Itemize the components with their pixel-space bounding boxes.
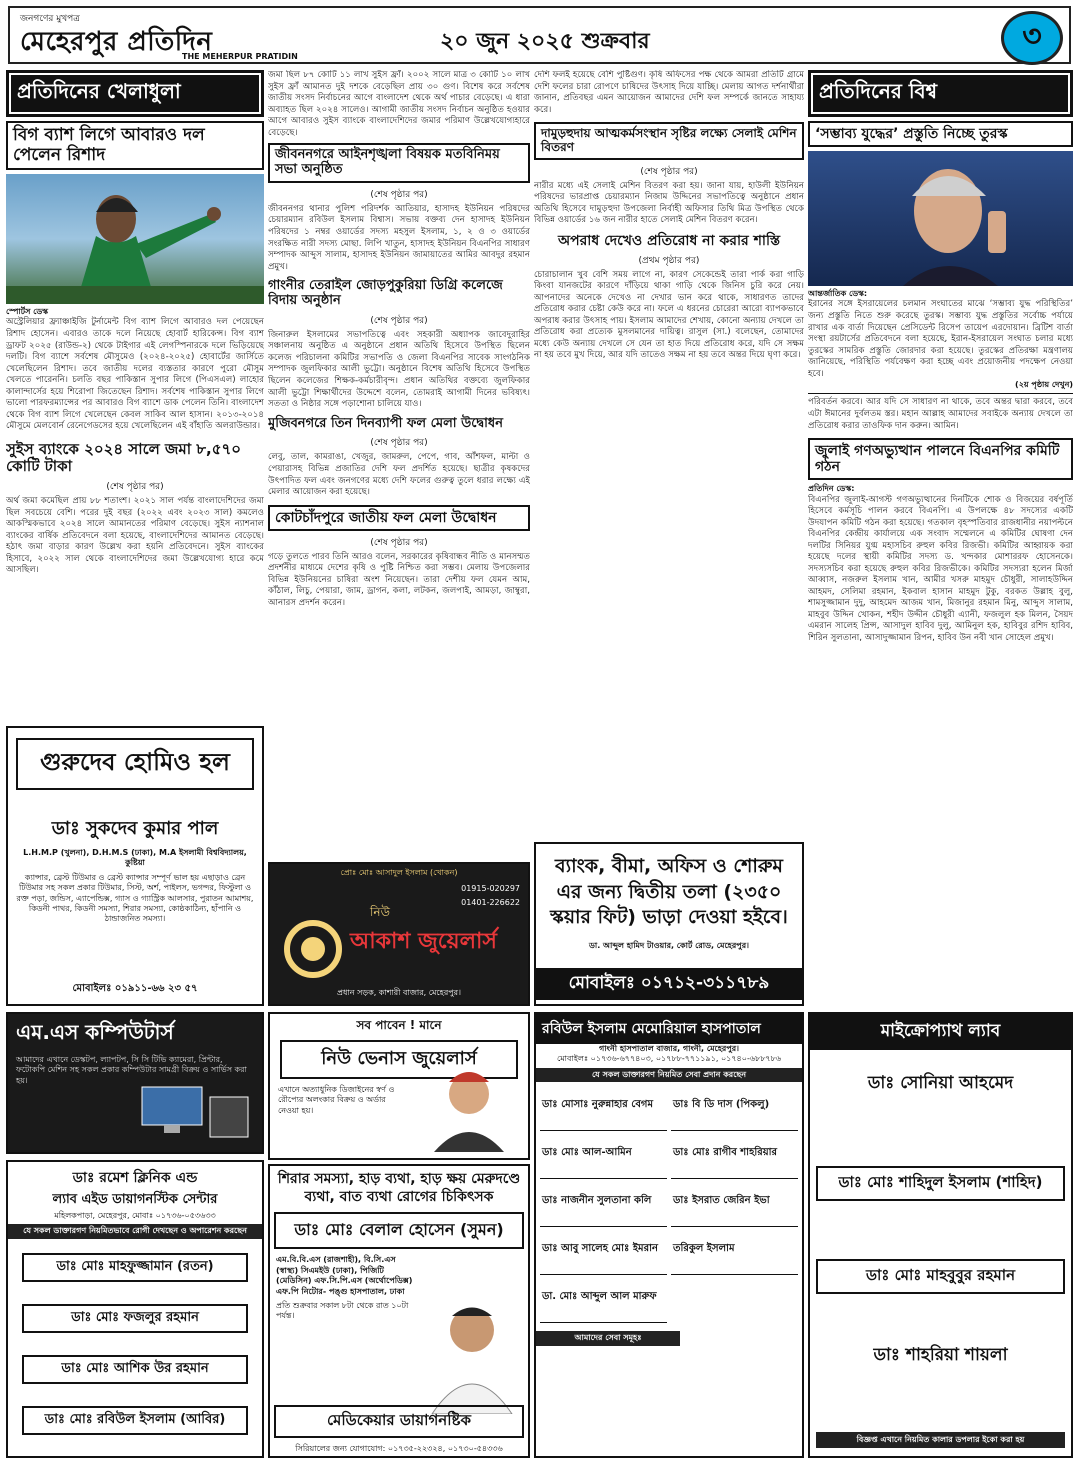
belal-doctor-ad <box>268 1164 530 1458</box>
sports-section-title: প্রতিদিনের খেলাধুলা <box>6 70 264 117</box>
hospital-note: যে সকল ডাক্তারগণ নিয়মিত সেবা প্রদান করছেন <box>536 1068 802 1082</box>
computer-title: এম.এস কম্পিউটার্স <box>16 1020 174 1044</box>
col3-b2-sub: (প্রথম পৃষ্ঠার পর) <box>638 255 700 266</box>
belal-name: ডাঃ মোঃ বেলাল হোসেন (সুমন) <box>274 1212 524 1249</box>
article3-sub: (শেষ পৃষ্ঠার পর) <box>370 315 428 326</box>
ramesh-note: যে সকল ডাক্তারগণ নিয়মিতভাবে রোগী দেখছেন ও অপারেশন করছেন <box>8 1224 262 1238</box>
belal-footer: সিরিয়ালের জন্য যোগাযোগ: ০১৭৩৫-২২৩২৪, ০১৭৩০-৫৪৩৩৬ <box>295 1443 503 1453</box>
rent-text: ব্যাংক, বীমা, অফিস ও শোরুম এর জন্য দ্বিতীয় তলা (২৩৫০ স্কয়ার ফিট) ভাড়া দেওয়া হইবে। <box>550 855 788 929</box>
col3-b1-sub: (শেষ পৃষ্ঠার পর) <box>640 166 698 177</box>
world-b-body: পরিবর্তন করবে। আর যদি সে সাধারণ না থাকে, তবে অন্তর দ্বারা করবে, তবে এটা ঈমানের দুর্বলতম স্তর। মহান আল্লাহ আমাদের সবাইকে অন্যায় দেখলে তা প্রতিরোধ করার তাওফিক দান করুন। আমিন। <box>808 397 1073 431</box>
leader-illustration-icon <box>808 151 1073 286</box>
ramesh-d3: ডাঃ মোঃ আশিক উর রহমান <box>22 1355 248 1384</box>
micropath-ad <box>808 1012 1073 1458</box>
hospital-services: আমাদের সেবা সমূহঃ <box>536 1331 680 1345</box>
sports-column <box>6 70 264 720</box>
article5-sub: (শেষ পৃষ্ঠার পর) <box>370 537 428 548</box>
doctor-photo-icon <box>422 1294 522 1414</box>
world-column <box>808 70 1073 840</box>
guru-phone: মোবাইলঃ ০১৯১১-৬৬ ২৩ ৫৭ <box>72 983 198 994</box>
computer-icon <box>132 1082 252 1142</box>
article3-headline: গাংনীর তেরাইল জোড়পুকুরিয়া ডিগ্রি কলেজে বিদায় অনুষ্ঠান <box>268 278 503 308</box>
hospital-doctor: ডাঃ মোসাঃ নুরুন্নাহার বেগম <box>540 1087 667 1131</box>
belal-top: শিরার সমস্যা, হাড় ব্যথা, হাড় ক্ষয় মেরুদণ্ডে ব্যথা, বাত ব্যথা রোগের চিকিৎসক <box>277 1171 521 1206</box>
world-c-headline: জুলাই গণঅভ্যুত্থান পালনে বিএনপির কমিটি গঠন <box>808 438 1073 480</box>
article4-sub: (শেষ পৃষ্ঠার পর) <box>370 438 428 449</box>
masthead <box>8 6 1071 64</box>
guru-doctor: ডাঃ সুকদেব কুমার পাল <box>51 818 219 839</box>
world-continued: (২য় পৃষ্ঠায় দেখুন) <box>1015 380 1073 390</box>
col3-top-body: দেশি ফলই হয়েছে বেশি পুষ্টিগুণ। কৃষি অফিসের পক্ষ থেকে আমরা প্রতিটি গ্রামে দেশি ফলের চারা রোপণে চাষিদের উৎসাহ দিয়ে যাচ্ছি। মেলায় আগত দর্শনার্থীরা জানান, প্রতিবছর এমন আয়োজন আমাদের দেশি ফল সম্পর্কে জানতে সাহায্য করে। <box>534 70 804 115</box>
hospital-doctor: ডাঃ বি ডি দাস (পিকলু) <box>671 1087 798 1131</box>
rent-ad <box>534 842 804 1006</box>
ramesh-title2: ল্যাব এইড ডায়াগনস্টিক সেন্টার <box>52 1192 218 1207</box>
article2-sub: (শেষ পৃষ্ঠার পর) <box>370 189 428 200</box>
guru-degree: L.H.M.P (খুলনা), D.H.M.S (ঢাকা), M.A ইসলামী বিশ্ববিদ্যালয়, কুষ্টিয়া <box>23 848 247 868</box>
jewel-phone1: 01915-020297 <box>461 884 520 893</box>
guru-homeo-ad <box>6 726 264 1006</box>
col3-b2-body: চোরাচালান খুব বেশি সময় লাগে না, কারণ সেকেন্ডেই তারা পার্ক করা গাড়ি কিংবা যানজটের কারণে দাঁড়িয়ে থাকা গাড়ি থেকে জিনিস চুরি করে নেয়। আপনাদের অনেকে দেখেও না দেখার ভান করে থাকে, সাধারণত তাদের প্রতিরোধ করার চেষ্টা কেউ করে না। ফলে এ ধরনের চোরেরা আরো ব্যাপকভাবে অপরাধ করার উৎসাহ পায়। ইসলাম আমাদের শেখায়, কোনো অন্যায় দেখলে তা প্রতিরোধ করা প্রত্যেক মুসলমানের দায়িত্ব। রাসুল (সা.) বলেছেন, তোমাদের মধ্যে কেউ অন্যায় দেখলে সে যেন তা হাত দিয়ে প্রতিরোধ করে, যদি সে সক্ষম না হয় তবে মুখ দিয়ে, আর যদি তাতেও সক্ষম না হয় তবে অন্তর দিয়ে ঘৃণা করে। <box>534 269 804 361</box>
page-number-badge: ৩ <box>1001 11 1063 65</box>
sports-body: অস্ট্রেলিয়ার ফ্র্যাঞ্চাইজি টুর্নামেন্ট বিগ ব্যাশ লিগে আবারও দল পেয়েছেন রিশাদ হোসেন। এবারও তাকে দলে নিয়েছে হোবার্ট হারিকেন্স। বিগ ব্যাশ ড্রাফট ২০২৫ (রাউন্ড-২) থেকে টাইগার এই লেগস্পিনারকে দলে ভিড়িয়েছে দলটি। বিগ ব্যাশে সর্বশেষ মৌসুমেও (২০২৪-২০২৫) হোবার্টের জার্সিতে খেলেছিলেন রিশাদ। তবে জাতীয় দলের ব্যস্ততার কারণে পুরো মৌসুম খেলতে পারেননি। চলতি বছর পাকিস্তান সুপার লিগে (পিএসএল) লাহোর কালান্দার্সের হয়ে শিরোপা জিতেছেন রিশাদ। সর্বশেষ পাকিস্তান সুপার লিগে ভালো পারফরম্যান্সের পর আবারও বিগ ব্যাশে ডাক পেলেন তিনি। বাংলাদেশ থেকে বিগ ব্যাশ লিগে খেলেছেন কেবল সাকিব আল হাসান। ২০১৩-২০১৪ মৌসুমে মেলবোর্ন রেনেগেডসের হয়ে খেলেছিলেন এই বাঁহাতি অলরাউন্ডার। <box>6 317 264 432</box>
article1-body: জমা ছিল ৮৭ কোটি ১১ লাখ সুইস ফ্রাঁ। ২০০২ সালে মাত্র ৩ কোটি ১০ লাখ সুইস ফ্রাঁ আমানত দুই দশকে বেড়েছিল প্রায় ৩০ গুণ। বিশেষ করে সর্বশেষ জাতীয় সংসদ নির্বাচনের আগে বাংলাদেশ থেকে অর্থ পাচার বেড়েছে। এ ধারা অব্যাহত ছিল ২০২৪ সালেও। আগামী জাতীয় সংসদ নির্বাচন অনুষ্ঠিত হওয়ার আগে আবারও সুইস ব্যাংকে বাংলাদেশিদের জমার পরিমাণ উল্লেখযোগ্যহারে বেড়েছে। <box>268 70 530 138</box>
ramesh-d1: ডাঃ মোঃ মাহফুজ্জামান (রতন) <box>22 1253 248 1282</box>
portrait-icon <box>424 1062 514 1152</box>
hospital-doctor-list <box>536 1085 802 1325</box>
world-body: ইরানের সঙ্গে ইসরায়েলের চলমান সংঘাতের মাঝে ‘সম্ভাব্য যুদ্ধ পরিস্থিতির’ জন্য প্রস্তুতি নিতে শুরু করেছে তুরস্ক। সম্ভাব্য যুদ্ধ প্রস্তুতির সর্বোচ্চ পর্যায়ে রাখার এক বার্তা দিয়েছেন প্রেসিডেন্ট রিসেপ তায়েপ এরদোয়ান। ব্রিটিশ বার্তা সংস্থা রয়টার্সের প্রতিবেদনে বলা হয়েছে, ইরান-ইসরায়েল সংঘাত চলার মধ্যে তুরস্কের সামরিক প্রস্তুতি জোরদার করা হয়েছে। তুরস্কের প্রতিরক্ষা মন্ত্রণালয় জানিয়েছে, পরিস্থিতি পর্যবেক্ষণ করা হচ্ছে এবং প্রয়োজনীয় পদক্ষেপ নেওয়া হবে। <box>808 299 1073 379</box>
ramesh-clinic-ad <box>6 1160 264 1458</box>
third-column <box>534 70 804 840</box>
masthead-tagline: জনগণের মুখপত্র <box>20 14 80 24</box>
hospital-doctor: ডাঃ ইসরাত জেরিন ইভা <box>671 1183 798 1227</box>
rent-phone: মোবাইলঃ ০১৭১২-৩১১৭৮৯ <box>536 968 802 1000</box>
article2-headline: জীবননগরে আইনশৃঙ্খলা বিষয়ক মতবিনিময় সভা অনুষ্ঠিত <box>268 143 530 183</box>
hospital-doctor: ডা. মোঃ আব্দুল আল মারুফ <box>540 1279 667 1323</box>
micro-title: মাইক্রোপ্যাথ ল্যাব <box>810 1014 1071 1050</box>
article3-body: জিনারুল ইসলামের সভাপতিত্বে এবং সহকারী অধ্যাপক জাবেদুরাহির সঞ্চালনায় অনুষ্ঠিত এ অনুষ্ঠানে প্রধান অতিথি হিসেবে উপস্থিত ছিলেন কলেজ পরিচালনা কমিটির সভাপতি ও জেলা বিএনপির সাবেক সাংগঠনিক সম্পাদক জুলফিকার আলী ভুট্টো। অনুষ্ঠানে বিশেষ অতিথি হিসেবে উপস্থিত ছিলেন কলেজের শিক্ষক-কর্মচারীবৃন্দ। প্রধান অতিথির বক্তব্যে জুলফিকার আলী ভুট্টো শিক্ষার্থীদের উদ্দেশে বলেন, তোমরাই আগামী দিনের ভবিষ্যৎ। সততা ও নিষ্ঠার সঙ্গে পড়াশোনা চালিয়ে যাও। <box>268 329 530 410</box>
micro-d3: ডাঃ মোঃ মাহবুবুর রহমান <box>816 1259 1065 1294</box>
hospital-title: রবিউল ইসলাম মেমোরিয়াল হাসপাতাল <box>536 1014 802 1044</box>
article4-body: লেবু, তাল, কামরাঙা, খেজুর, জামরুল, পেপে, গাব, আঁশফল, মাল্টা ও পেয়ারাসহ বিভিন্ন প্রজাতির দেশি ফল প্রদর্শিত হয়েছে। ছাত্রীর কৃষকদের উৎপাদিত ফল এবং জনগণের মধ্যে দেশি ফলের গুরুত্ব তুলে ধরার লক্ষ্যে এই মেলার আয়োজন করা হয়েছে। <box>268 452 530 498</box>
article5-body: গড়ে তুলতে পারব তিনি আরও বলেন, সরকারের কৃষিবান্ধব নীতি ও মানসম্মত প্রদর্শনীর মাধ্যমে দেশের কৃষি ও পুষ্টি নিশ্চিত করা সম্ভব। মেলায় উপজেলার বিভিন্ন ইউনিয়নের চাষিরা অংশ নিয়েছেন। তারা দেশীয় ফল যেমন আম, কাঁঠাল, লিচু, পেয়ারা, জাম, ড্রাগন, কলা, লটকন, জলপাই, আমড়া, জাম্বুরা, আনারস প্রদর্শন করেন। <box>268 551 530 608</box>
world-byline: আন্তর্জাতিক ডেস্ক: <box>808 289 868 299</box>
col3-b2-headline: অপরাধ দেখেও প্রতিরোধ না করার শাস্তি <box>557 232 781 249</box>
hospital-doctor: ডাঃ মোঃ আল-আমিন <box>540 1135 667 1179</box>
guru-body: ক্যান্সার, ব্রেস্ট টিউমার ও ব্রেস্ট ক্যান্সার সম্পূর্ণ ভাল হয় এছাড়াও ব্রেন টিউমার সহ সকল প্রকার টিউমার, সিস্ট, অর্শ, পাইলস, ভগন্দর, ফিস্টুলা ও রক্ত পড়া, জন্ডিস, এ্যাপেন্ডিক্স, গ্যাস ও গ্যাস্ট্রিক আলসার, পুরাতন আমাশয়, কিডনী পাথর, কিডনী সমস্যা, শিরার সমস্যা, কোষ্ঠকাঠিন্য, হাঁপানি ও ঠান্ডাজনিত সমস্যা। <box>16 872 254 924</box>
swiss-headline: সুইস ব্যাংকে ২০২৪ সালে জমা ৮,৫৭০ কোটি টাকা <box>6 439 241 475</box>
jewel-phone2: 01401-226622 <box>461 898 520 907</box>
masthead-date: ২০ জুন ২০২৫ শুক্রবার <box>440 29 650 54</box>
micro-d1: ডাঃ সোনিয়া আহমেদ <box>867 1073 1014 1093</box>
jewel-owner: প্রোঃ মোঃ আসাদুল ইসলাম (খোকন) <box>340 868 458 877</box>
hospital-addr: গাংনী হাসপাতাল বাজার, গাংনী, মেহেরপুর। <box>598 1044 740 1053</box>
article5-headline: কোটচাঁদপুরে জাতীয় ফল মেলা উদ্বোধন <box>268 505 530 531</box>
ramesh-d2: ডাঃ মোঃ ফজলুর রহমান <box>22 1304 248 1333</box>
cricketer-illustration-icon <box>6 174 264 304</box>
ramesh-addr: মহিলকপাড়া, মেহেরপুর, মোবাঃ ০১৭৩৬-০৫৩৬৩৩ <box>54 1211 216 1220</box>
hospital-ad <box>534 1012 804 1458</box>
venus-slogan: সব পাবেন ! মানে <box>356 1018 442 1032</box>
world-headline: ‘সম্ভাব্য যুদ্ধের’ প্রস্তুতি নিচ্ছে তুরস্ক <box>808 121 1073 147</box>
sports-byline: স্পোর্টস ডেস্ক <box>6 307 49 317</box>
computer-body: আমাদের এখানে ডেস্কটপ, ল্যাপটপ, সি সি টিভি ক্যামেরা, প্রিন্টার, ফটোকপি মেশিন সহ সকল প্রকার কম্পিউটার সামগ্রী বিক্রয় ও সার্ভিস করা হয়। <box>16 1055 247 1085</box>
ramesh-title: ডাঃ রমেশ ক্লিনিক এন্ড <box>72 1170 198 1186</box>
micro-d4: ডাঃ শাহরিয়া শায়লা <box>873 1345 1008 1365</box>
masthead-name: মেহেরপুর প্রতিদিন <box>20 27 213 57</box>
venus-jewellers-ad <box>268 1012 530 1160</box>
micro-footer: বিজ্ঞপ্ত এখানে নিয়মিত কালার ডপলার ইকো করা হয় <box>816 1432 1065 1448</box>
jewel-new: নিউ <box>370 905 390 919</box>
jewellery-icon <box>278 914 348 984</box>
ramesh-d4: ডাঃ মোঃ রবিউল ইসলাম (আবির) <box>22 1406 248 1435</box>
article4-headline: মুজিবনগরে তিন দিনব্যাপী ফল মেলা উদ্বোধন <box>268 415 503 431</box>
masthead-name-en: THE MEHERPUR PRATIDIN <box>182 52 298 61</box>
world-section-title: প্রতিদিনের বিশ্ব <box>808 70 1073 117</box>
hospital-doctor: তরিকুল ইসলাম <box>671 1231 798 1275</box>
hospital-doctor: ডাঃ আবু সালেহ মোঃ ইমরান <box>540 1231 667 1275</box>
hospital-doctor: ডাঃ নাজনীন সুলতানা কলি <box>540 1183 667 1227</box>
swiss-sub: (শেষ পৃষ্ঠার পর) <box>106 482 164 493</box>
cricketer-photo <box>6 174 264 304</box>
venus-name: নিউ ভেনাস জুয়েলার্স <box>280 1040 518 1079</box>
jewel-name: আকাশ জুয়েলার্স <box>350 929 497 954</box>
swiss-body: অর্থ জমা কমেছিল প্রায় ৮৮ শতাংশ। ২০২১ সাল পর্যন্ত বাংলাদেশিদের জমা ছিল সবচেয়ে বেশি। পরের দুই বছর (২০২২ এবং ২০২৩ সাল) কমলেও আকস্মিকভাবে ২০২৪ সালে আমানতের পরিমাণ বেড়েছে। সুইস ন্যাশনাল ব্যাংকের বার্ষিক প্রতিবেদনে বলা হয়েছে, বাংলাদেশিদের আমানত বেড়েছে। হঠাৎ জমা বাড়ার কারণ উল্লেখ করা হয়নি প্রতিবেদনে। সুইস ব্যাংকের হিসাবে, ২০২২ সাল থেকে বাংলাদেশিদের জমা উল্লেখযোগ্য হারে কমে আসছিল। <box>6 496 264 576</box>
ms-computers-ad <box>6 1012 264 1154</box>
world-c-byline: প্রতিদিন ডেস্ক: <box>808 484 855 494</box>
sports-headline: বিগ ব্যাশ লিগে আবারও দল পেলেন রিশাদ <box>6 121 264 170</box>
col3-b1-headline: দামুড়হুদায় আত্মকর্মসংস্থান সৃষ্টির লক্ষ্যে সেলাই মেশিন বিতরণ <box>534 122 804 160</box>
guru-title: গুরুদেব হোমিও হল <box>16 738 254 790</box>
micro-d2: ডাঃ মোঃ শাহিদুল ইসলাম (শাহিদ) <box>816 1166 1065 1201</box>
belal-degree: এম.বি.বি.এস (রাজশাহী), বি.সি.এস (স্বাস্থ্য) সিএমইউ (ঢাকা), পিজিটি (মেডিসিন) এফ.সি.পি.এস (অর্থোপেডিক্স) এফ.পি নিটোর- পঙ্গু হাসপাতাল, ঢাকা <box>276 1255 413 1296</box>
hospital-doctor: ডাঃ মোঃ রাগীব শাহরিয়ার <box>671 1135 798 1179</box>
col3-b1-body: নারীর মধ্যে এই সেলাই মেশিন বিতরণ করা হয়। জানা যায়, হাউলী ইউনিয়ন পরিষদের ভারপ্রাপ্ত চেয়ারম্যান নিজাম উদ্দিনের সভাপতিত্বে অনুষ্ঠানে প্রধান অতিথি হিসেবে দামুড়হুদা উপজেলা নির্বাহী অফিসার তিথি মিত্র উপস্থিত থেকে বিভিন্ন ওয়ার্ডের ১৬ জন নারীর হাতে সেলাই মেশিন বিতরণ করেন। <box>534 180 804 226</box>
jewel-addr: প্রধান সড়ক, কাশারী বাজার, মেহেরপুর। <box>337 987 461 997</box>
world-c-body: বিএনপির জুলাই-আগস্ট গণঅভ্যুত্থানের দিনটিকে শোক ও বিজয়ের বর্ষপূর্তি হিসেবে কর্মসূচি পালন করবে বিএনপি। এ উপলক্ষে ৪৮ সদস্যের একটি উদযাপন কমিটি গঠন করা হয়েছে। গতকাল বৃহস্পতিবার রাজধানীর নয়াপল্টনে বিএনপির কেন্দ্রীয় কার্যালয়ে এক সংবাদ সম্মেলনে এ কমিটির ঘোষণা দেন দলটির সিনিয়র যুগ্ম মহাসচিব রুহুল কবির রিজভী। কমিটির আহ্বায়ক করা হয়েছে দলের স্থায়ী কমিটির সদস্য ড. খন্দকার মোশাররফ হোসেনকে। সদস্যসচিব করা হয়েছে রুহুল কবির রিজভীকে। কমিটির সদস্যরা হলেন মির্জা আব্বাস, নজরুল ইসলাম খান, আমীর খসরু মাহমুদ চৌধুরী, সালাহউদ্দিন আহমদ, সেলিমা রহমান, ইকবাল হাসান মাহমুদ টুকু, বরকত উল্লাহ বুলু, শামসুজ্জামান দুদু, আহমেদ আজম খান, মিজানুর রহমান মিনু, আব্দুস সালাম, মাহবুব উদ্দিন খোকন, শহীদ উদ্দীন চৌধুরী এ্যানী, ফজলুল হক মিলন, সৈয়দ এমরান সালেহ প্রিন্স, আসাদুল হাবিব দুলু, আমিনুল হক, হাবিবুর রশিদ হাবিব, শিরিন সুলতানা, আসাদুজ্জামান রিপন, হাবিব উন নবী খান সোহেল প্রমুখ। <box>808 494 1073 643</box>
hospital-phone: মোবাইলঃ ০১৭৩৬-৬৭৭৪০৩, ০১৭৮৮-৭৭১১৯১, ০১৭৪০-৬৮৮৭৮৬ <box>556 1054 782 1064</box>
middle-column <box>268 70 530 860</box>
akash-jewellers-ad <box>268 862 530 1006</box>
article2-body: জীবননগর থানার পুলিশ পরিদর্শক আতিয়ার, হাসাদহ ইউনিয়ন পরিষদের চেয়ারম্যান রবিউল ইসলাম বিশ্বাস। সভায় বক্তব্য দেন হাসাদহ ইউনিয়ন পরিষদের ১ নম্বর ওয়ার্ডের সদস্য মহসুল ইসলাম, ১, ২ ও ৩ ওয়ার্ডের সংরক্ষিত নারী সদস্য মোছা. লিপি খাতুন, হাসাদহ ইউনিয়ন বিএনপির সাধারণ সম্পাদক আব্দুস সালাম, হাসাদহ ইউনিয়ন জামায়াতের আমির আবদুর রহমান প্রমুখ। <box>268 203 530 272</box>
venus-body: এখানে অত্যাধুনিক ডিজাইনের স্বর্ণ ও রৌপ্যের অলংকার বিক্রয় ও অর্ডার নেওয়া হয়। <box>278 1085 395 1115</box>
leader-photo <box>808 151 1073 286</box>
belal-center: মেডিকেয়ার ডায়াগনষ্টিক <box>274 1405 524 1438</box>
belal-time: প্রতি শুক্রবার সকাল ৮টা থেকে রাত ১০টা পর্যন্ত। <box>276 1300 409 1321</box>
rent-addr: ডা. আব্দুল হামিদ টাওয়ার, কোর্ট রোড, মেহেরপুর। <box>589 940 749 950</box>
